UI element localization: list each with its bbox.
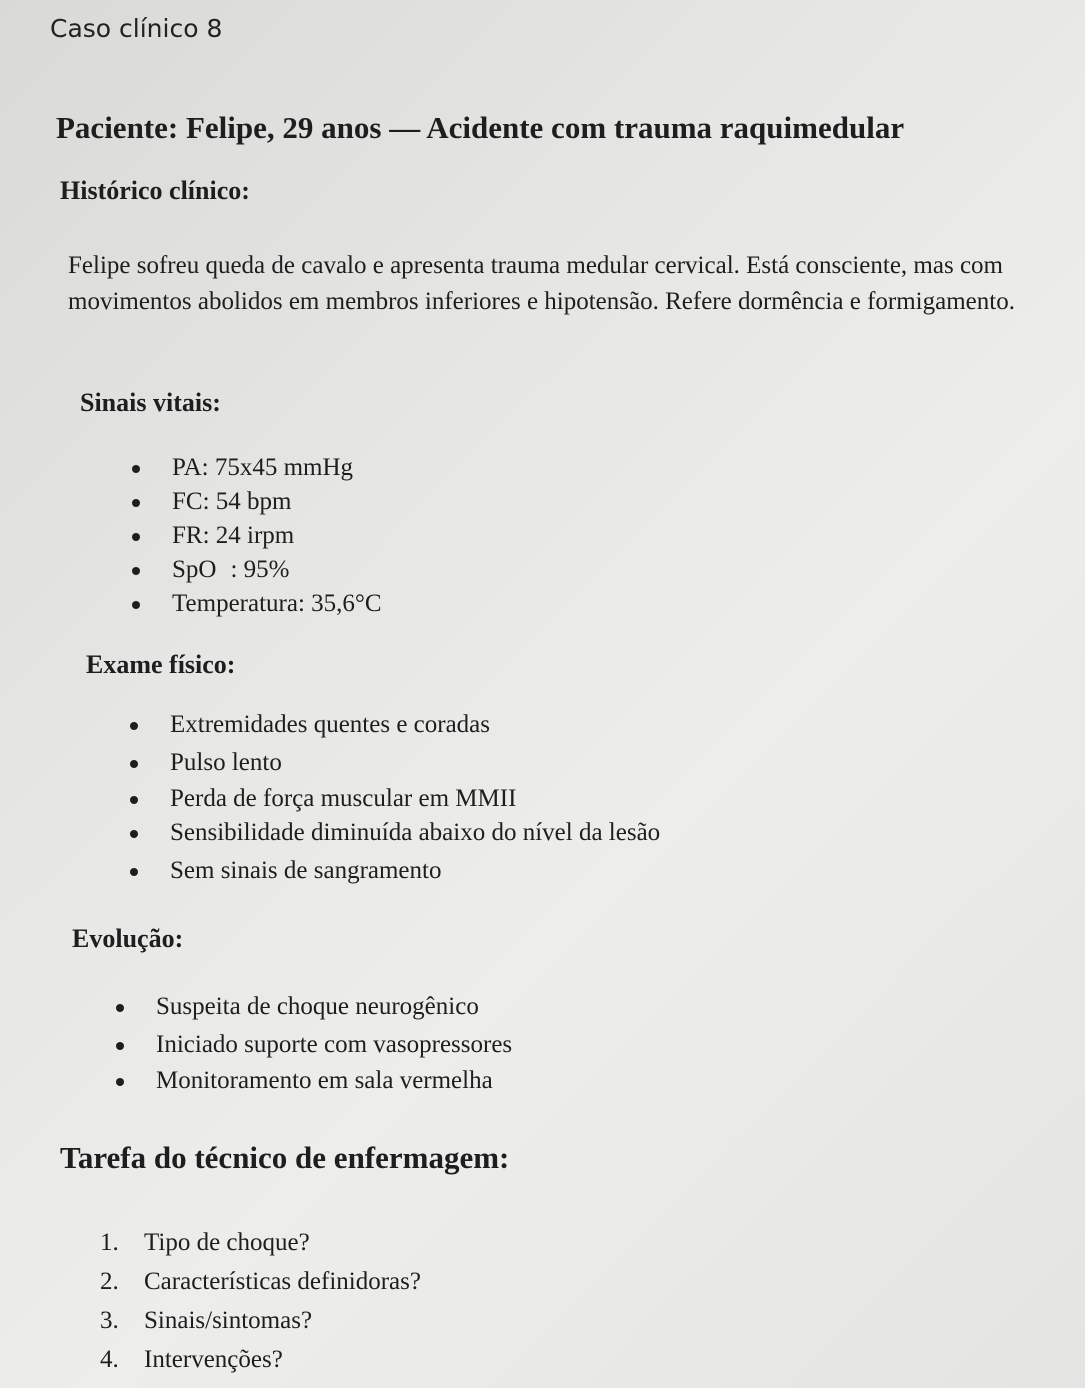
task-heading: Tarefa do técnico de enfermagem:	[60, 1140, 510, 1175]
list-item: Temperatura: 35,6°C	[172, 587, 382, 621]
list-item: 4. Intervenções?	[100, 1346, 283, 1373]
list-item: Iniciado suporte com vasopressores	[156, 1028, 512, 1062]
list-item: Sem sinais de sangramento	[170, 854, 660, 888]
exam-heading: Exame físico:	[86, 650, 236, 679]
list-item: Extremidades quentes e coradas	[170, 708, 660, 742]
list-item: Pulso lento	[170, 746, 660, 780]
history-heading: Histórico clínico:	[60, 176, 250, 205]
case-title: Caso clínico 8	[50, 14, 223, 43]
history-text: Felipe sofreu queda de cavalo e apresenta trauma medular cervical. Está consciente, mas com movimentos abolidos em membros inferiores e hipotensão. Refere dormência e formigamento.	[68, 252, 1015, 315]
list-item: Monitoramento em sala vermelha	[156, 1064, 512, 1098]
list-item: FC: 54 bpm	[172, 485, 382, 519]
list-item: 1. Tipo de choque?	[100, 1229, 310, 1256]
patient-heading: Paciente: Felipe, 29 anos — Acidente com trauma raquimedular	[56, 110, 905, 145]
evolution-heading: Evolução:	[72, 924, 184, 953]
vitals-list	[172, 451, 382, 621]
list-item: 3. Sinais/sintomas?	[100, 1307, 313, 1334]
list-item: PA: 75x45 mmHg	[172, 451, 382, 485]
task-list	[100, 1223, 421, 1379]
list-item: 2. Características definidoras?	[100, 1268, 421, 1295]
list-item: Perda de força muscular em MMII	[170, 782, 660, 816]
exam-list	[170, 708, 660, 888]
list-item: Sensibilidade diminuída abaixo do nível da lesão	[170, 816, 660, 850]
list-item: SpO : 95%	[172, 553, 382, 587]
list-item: FR: 24 irpm	[172, 519, 382, 553]
evolution-list	[156, 990, 512, 1098]
list-item: Suspeita de choque neurogênico	[156, 990, 512, 1024]
vitals-heading: Sinais vitais:	[80, 388, 221, 417]
